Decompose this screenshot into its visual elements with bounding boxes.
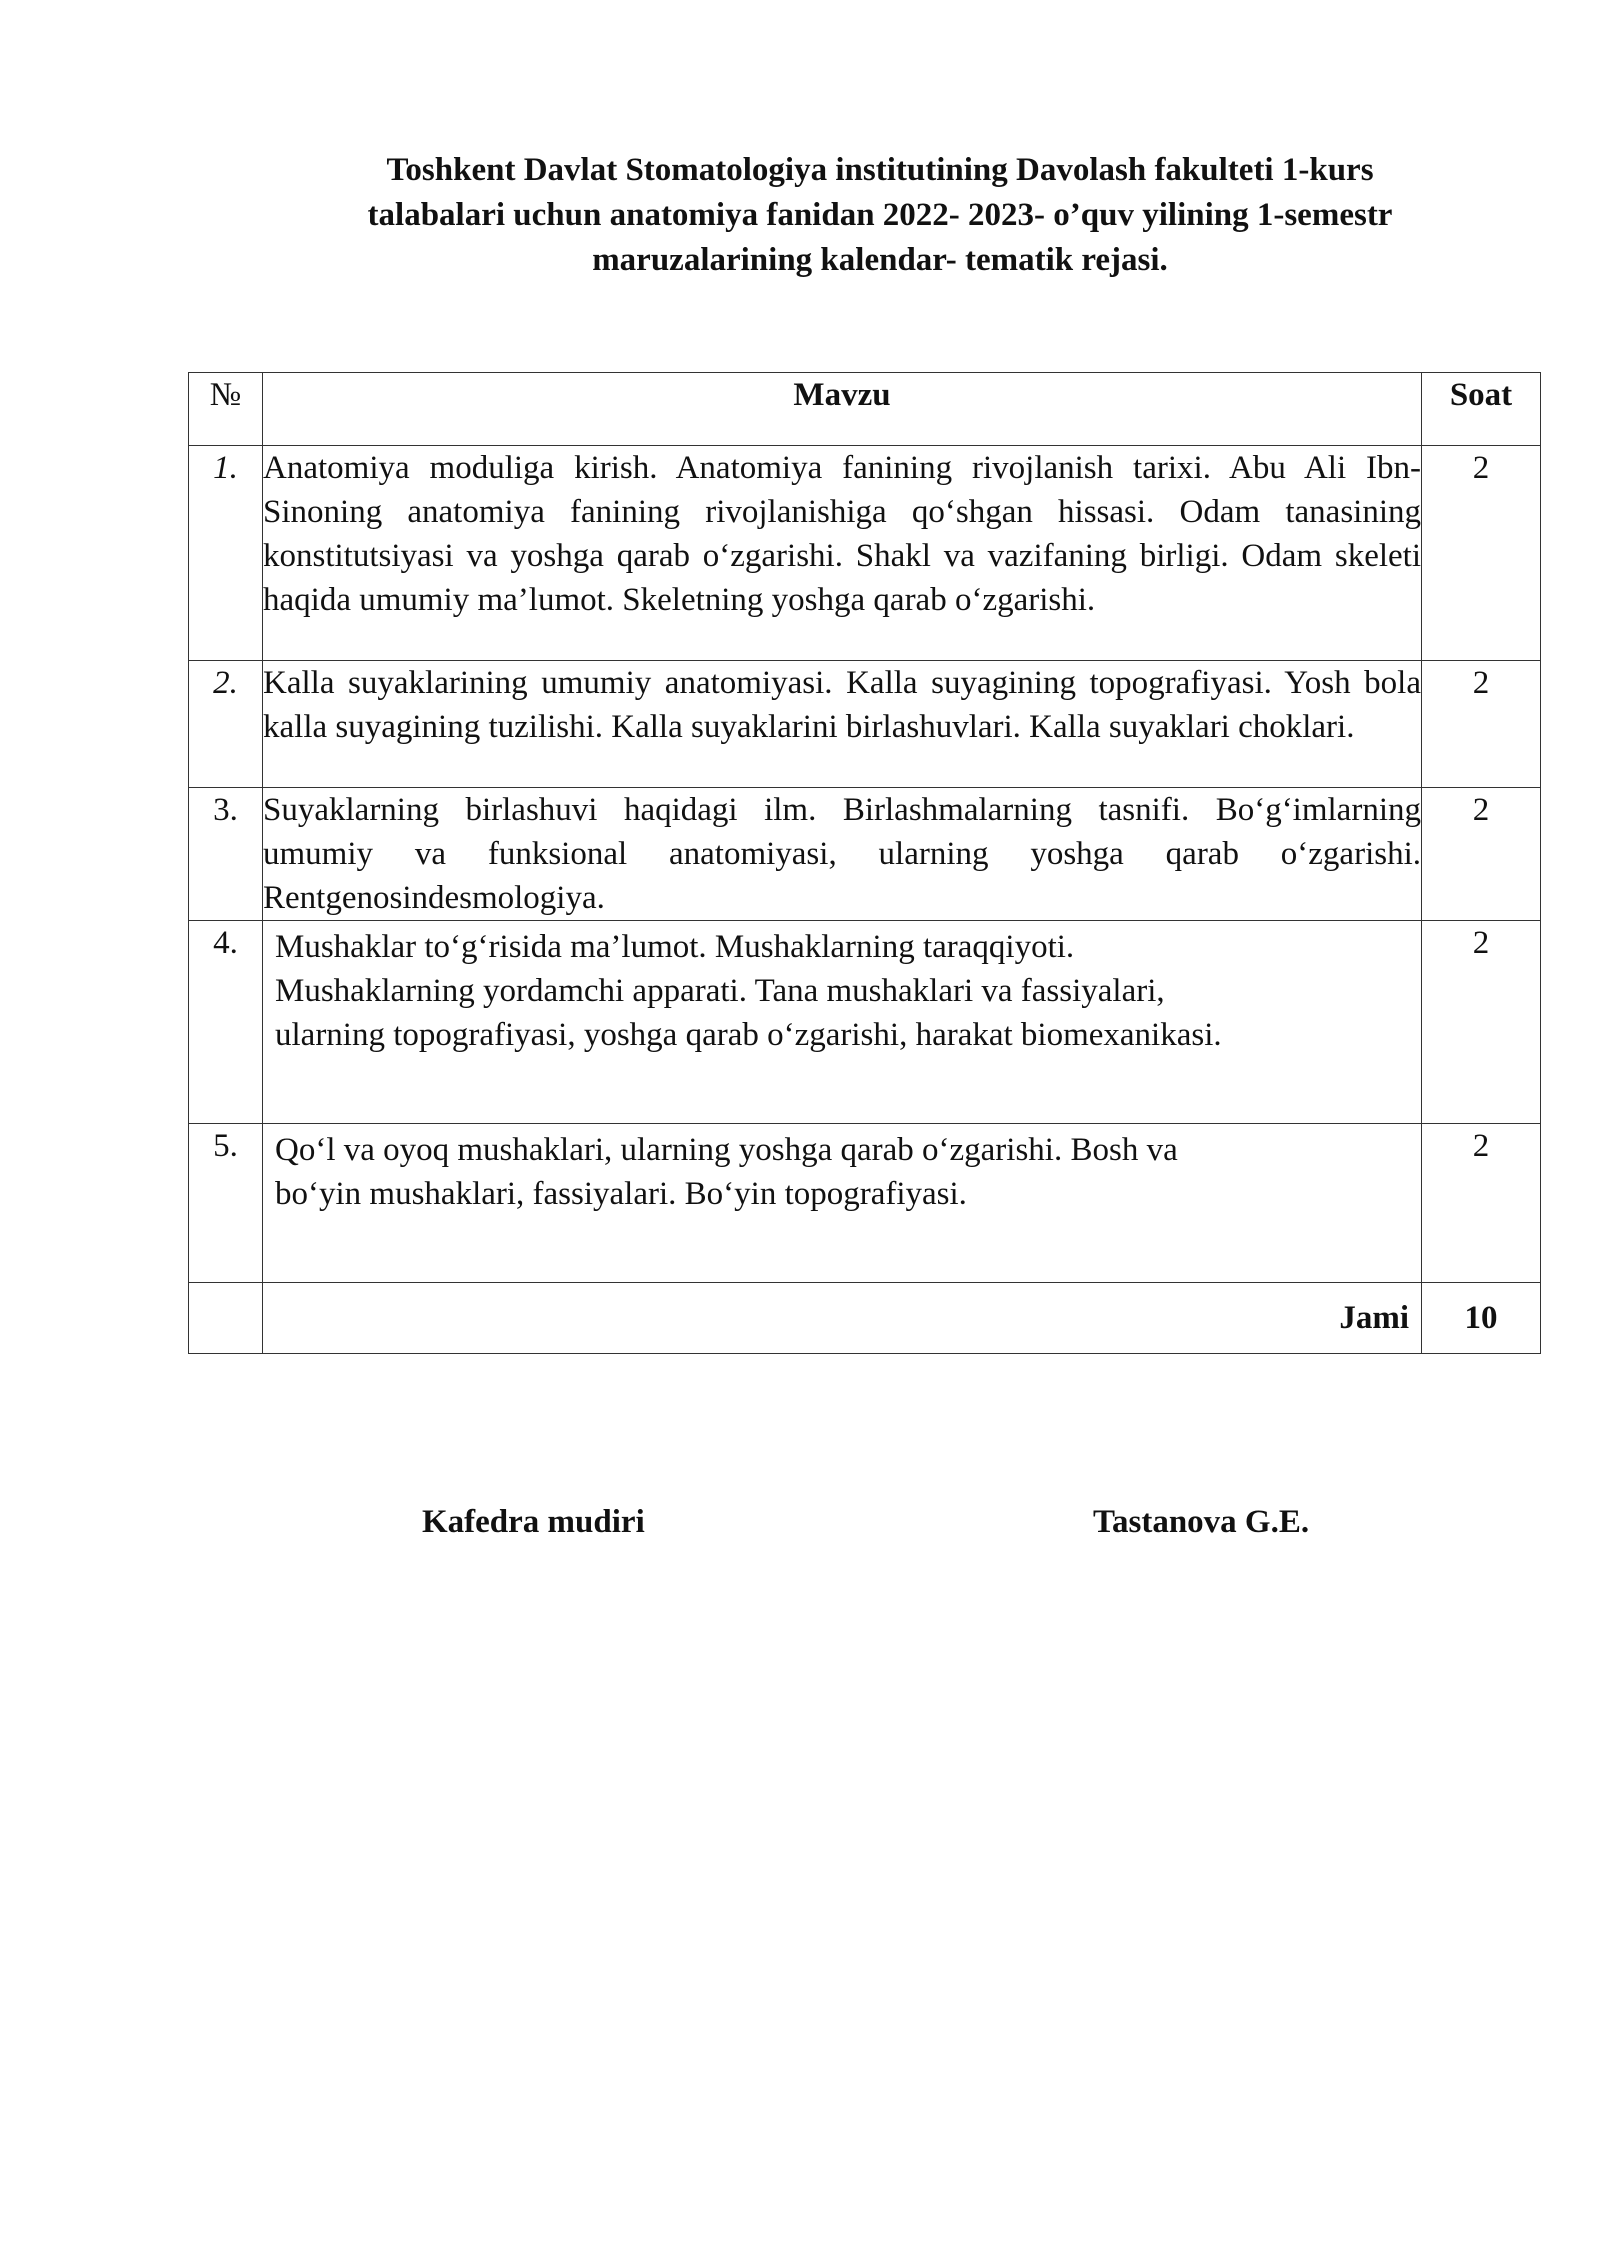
table-row — [189, 921, 1541, 1124]
row-hours: 2 — [1422, 446, 1541, 661]
row-topic: Anatomiya moduliga kirish. Anatomiya fanining rivojlanish tarixi. Abu Ali Ibn-Sinoning anatomiya fanining rivojlanishiga qo‘shgan hissasi. Odam tanasining konstitutsiyasi va yoshga qarab o‘zgarishi. Shakl va vazifaning birligi. Odam skeleti haqida umumiy ma’lumot. Skeletning yoshga qarab o‘zgarishi. — [263, 446, 1422, 661]
total-row — [189, 1283, 1541, 1354]
row-number: 3. — [189, 788, 263, 921]
row-topic: Suyaklarning birlashuvi haqidagi ilm. Birlashmalarning tasnifi. Bo‘g‘imlarning umumiy va funksional anatomiyasi, ularning yoshga qarab o‘zgarishi. Rentgenosindesmologiya. — [263, 788, 1422, 921]
topic-line: ularning topografiyasi, yoshga qarab o‘zgarishi, harakat biomexanikasi. — [275, 1017, 1222, 1053]
row-hours: 2 — [1422, 921, 1541, 1124]
column-header-number: № — [189, 373, 263, 446]
row-number: 1. — [189, 446, 263, 661]
row-number: 5. — [189, 1124, 263, 1283]
row-number: 4. — [189, 921, 263, 1124]
total-empty-cell — [189, 1283, 263, 1354]
row-topic — [263, 921, 1422, 1124]
total-value: 10 — [1422, 1283, 1541, 1354]
row-topic: Kalla suyaklarining umumiy anatomiyasi. Kalla suyagining topografiyasi. Yosh bola kalla suyagining tuzilishi. Kalla suyaklarini birlashuvlari. Kalla suyaklari choklari. — [263, 661, 1422, 788]
title-line-3: maruzalarining kalendar- tematik rejasi. — [592, 242, 1168, 278]
column-header-hours: Soat — [1422, 373, 1541, 446]
topic-line: Mushaklar to‘g‘risida ma’lumot. Mushaklarning taraqqiyoti. — [275, 929, 1075, 965]
document-title — [230, 148, 1530, 283]
signature-name: Tastanova G.E. — [1093, 1504, 1310, 1540]
title-line-1: Toshkent Davlat Stomatologiya institutining Davolash fakulteti 1-kurs — [386, 152, 1374, 188]
row-number: 2. — [189, 661, 263, 788]
row-topic — [263, 1124, 1422, 1283]
table-row — [189, 1124, 1541, 1283]
topic-line: Qo‘l va oyoq mushaklari, ularning yoshga qarab o‘zgarishi. Bosh va — [275, 1132, 1178, 1168]
column-header-topic: Mavzu — [263, 373, 1422, 446]
topic-line: Mushaklarning yordamchi apparati. Tana mushaklari va fassiyalari, — [275, 973, 1165, 1009]
topic-line: bo‘yin mushaklari, fassiyalari. Bo‘yin topografiyasi. — [275, 1176, 967, 1212]
table-row — [189, 661, 1541, 788]
row-hours: 2 — [1422, 1124, 1541, 1283]
title-line-2: talabalari uchun anatomiya fanidan 2022- 2023- o’quv yilining 1-semestr — [367, 197, 1393, 233]
total-label: Jami — [263, 1283, 1422, 1354]
row-hours: 2 — [1422, 661, 1541, 788]
table-row — [189, 788, 1541, 921]
table-row — [189, 446, 1541, 661]
row-hours: 2 — [1422, 788, 1541, 921]
lecture-plan-table — [188, 372, 1541, 1354]
signature-role: Kafedra mudiri — [422, 1504, 645, 1540]
table-header-row — [189, 373, 1541, 446]
